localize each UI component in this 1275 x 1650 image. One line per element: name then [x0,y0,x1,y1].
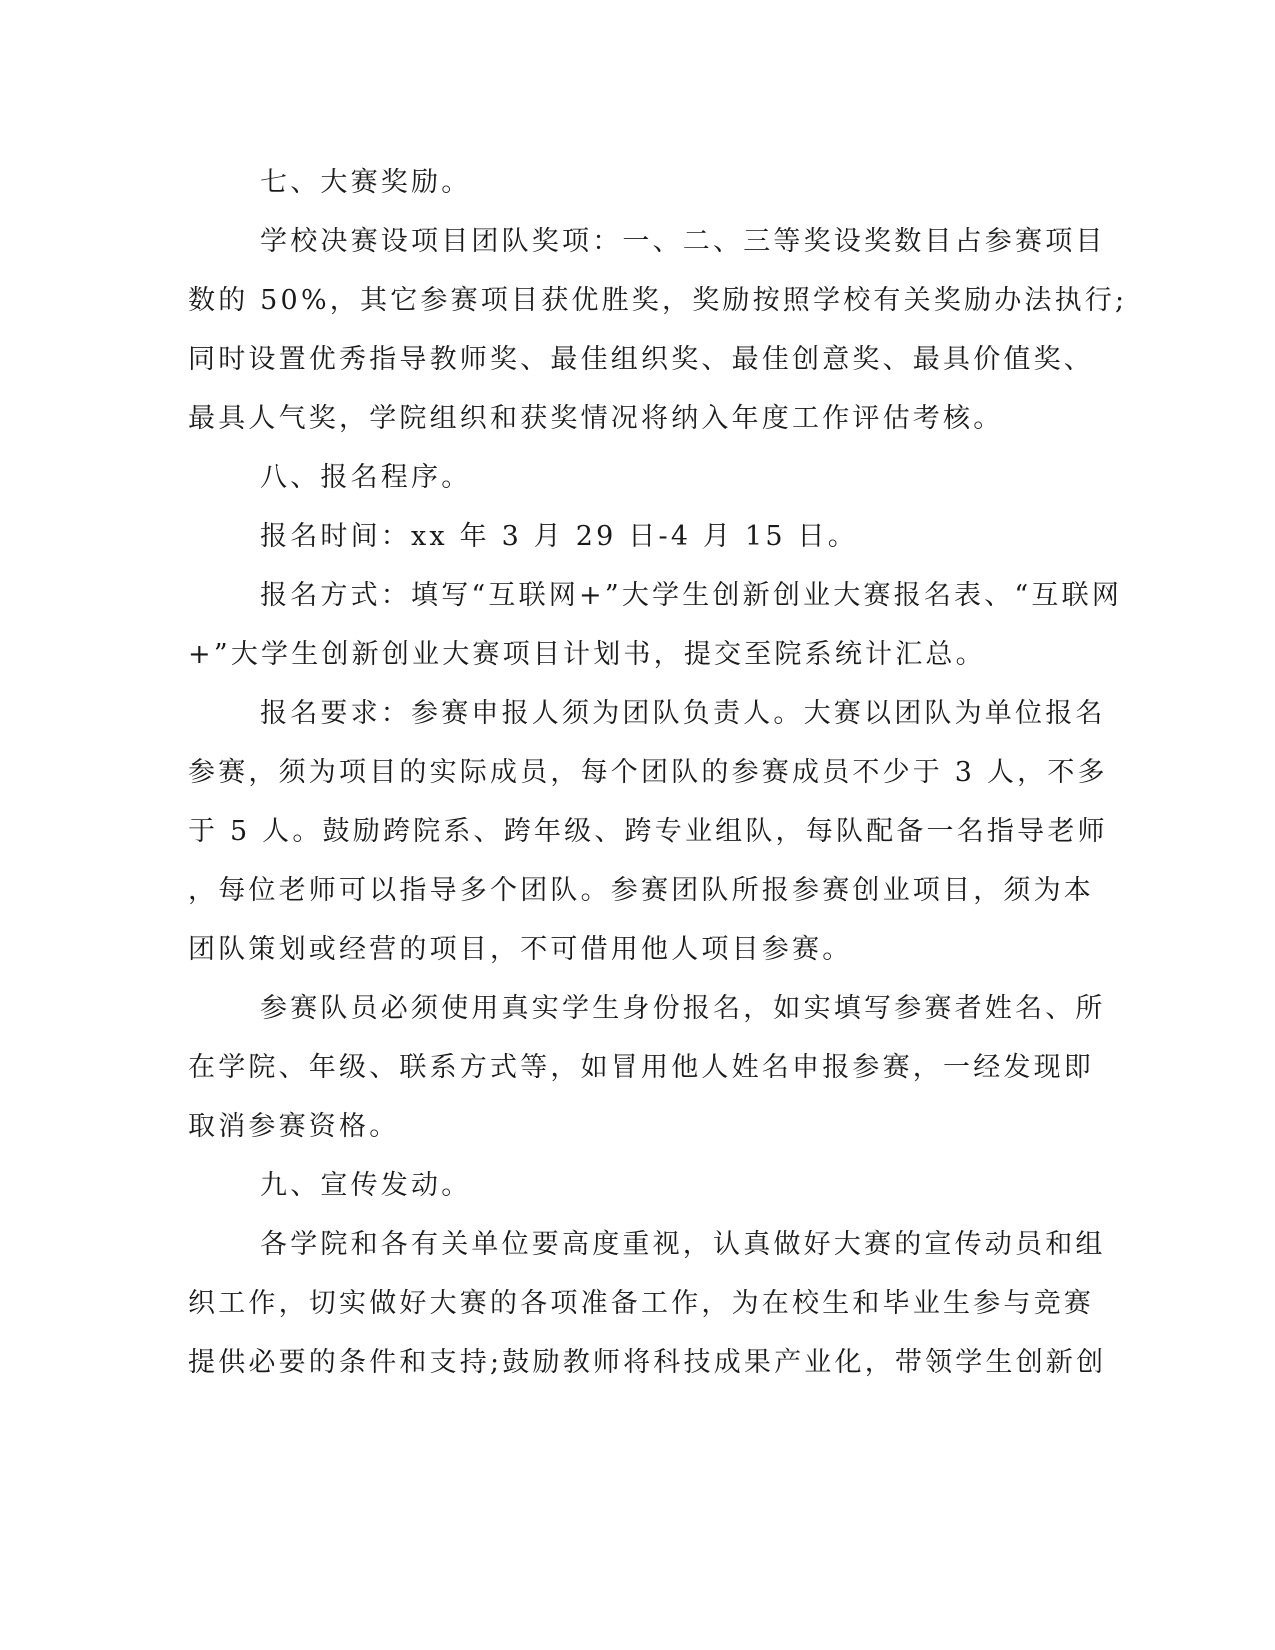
paragraph-line: 织工作，切实做好大赛的各项准备工作，为在校生和毕业生参与竞赛 [188,1288,1094,1319]
paragraph-line: 在学院、年级、联系方式等，如冒用他人姓名申报参赛，一经发现即 [188,1052,1094,1083]
paragraph-line: 各学院和各有关单位要高度重视，认真做好大赛的宣传动员和组 [260,1229,1106,1260]
paragraph-line: 报名时间：xx 年 3 月 29 日-4 月 15 日。 [260,521,858,552]
paragraph-line: 最具人气奖，学院组织和获奖情况将纳入年度工作评估考核。 [188,403,1004,434]
paragraph-line: 于 5 人。鼓励跨院系、跨年级、跨专业组队，每队配备一名指导老师 [188,816,1108,847]
paragraph-line: 数的 50%，其它参赛项目获优胜奖，奖励按照学校有关奖励办法执行; [188,285,1128,316]
paragraph-line: 报名方式：填写“互联网+”大学生创新创业大赛报名表、“互联网 [260,580,1123,611]
paragraph-line: 参赛，须为项目的实际成员，每个团队的参赛成员不少于 3 人，不多 [188,757,1108,788]
section-heading-registration: 八、报名程序。 [260,462,472,493]
paragraph-line: 团队策划或经营的项目，不可借用他人项目参赛。 [188,934,853,965]
paragraph-line: 报名要求：参赛申报人须为团队负责人。大赛以团队为单位报名 [260,698,1106,729]
section-heading-awards: 七、大赛奖励。 [260,167,472,198]
section-heading-publicity: 九、宣传发动。 [260,1170,472,1201]
paragraph-line: +”大学生创新创业大赛项目计划书，提交至院系统计汇总。 [188,639,986,670]
paragraph-line: 取消参赛资格。 [188,1111,400,1142]
paragraph-line: 同时设置优秀指导教师奖、最佳组织奖、最佳创意奖、最具价值奖、 [188,344,1094,375]
paragraph-line: 提供必要的条件和支持;鼓励教师将科技成果产业化，带领学生创新创 [188,1347,1107,1378]
paragraph-line: 参赛队员必须使用真实学生身份报名，如实填写参赛者姓名、所 [260,993,1106,1024]
paragraph-line: 学校决赛设项目团队奖项：一、二、三等奖设奖数目占参赛项目 [260,226,1106,257]
paragraph-line: ，每位老师可以指导多个团队。参赛团队所报参赛创业项目，须为本 [188,875,1094,906]
